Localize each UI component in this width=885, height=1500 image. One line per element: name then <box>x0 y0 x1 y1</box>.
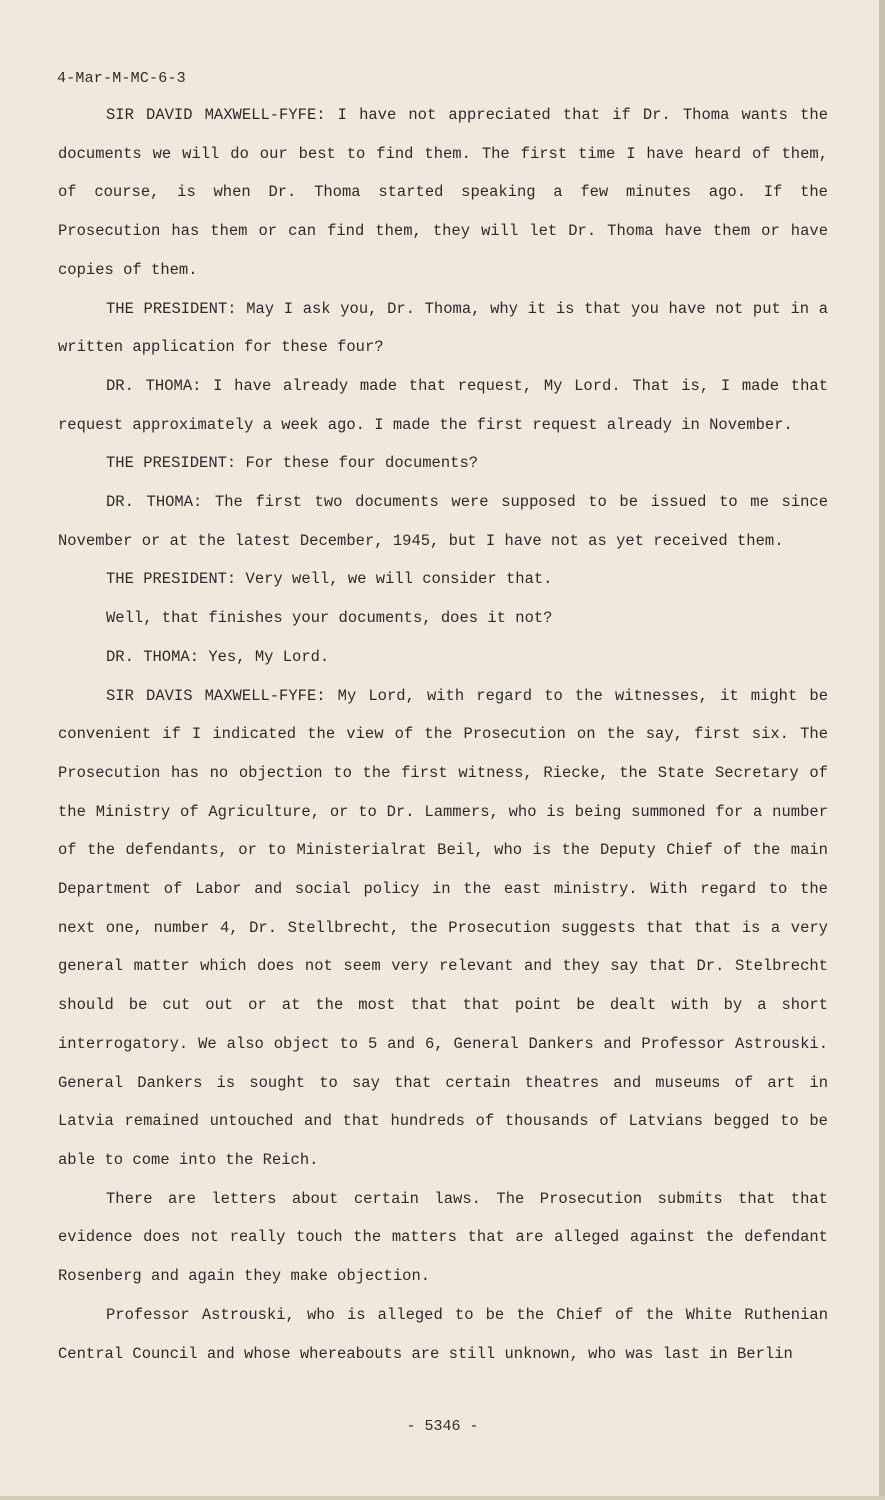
page-edge-right <box>879 0 885 1500</box>
page-edge-bottom <box>0 1496 885 1500</box>
paragraph-maxwell-fyfe-2: SIR DAVIS MAXWELL-FYFE: My Lord, with regard to the witnesses, it might be convenient if I indicated the view of the Prosecution on the say, first six. The Prosecution has no objection to the first witness, Riecke, the State Secretary of the Ministry of Agriculture, or to Dr. Lammers, who is being summoned for a number of the defendants, or to Ministerialrat Beil, who is the Deputy Chief of the main Department of Labor and social policy in the east ministry. With regard to the next one, number 4, Dr. Stellbrecht, the Prosecution suggests that that is a very general matter which does not seem very relevant and they say that Dr. Stelbrecht should be cut out or at the most that that point be dealt with by a short interrogatory. We also object to 5 and 6, General Dankers and Professor Astrouski. General Dankers is sought to say that certain theatres and museums of art in Latvia remained untouched and that hundreds of thousands of Latvians begged to be able to come into the Reich. <box>58 686 828 1169</box>
paragraph-president-2: THE PRESIDENT: For these four documents? <box>106 454 479 473</box>
paragraph-president-4: Well, that finishes your documents, does it not? <box>106 609 553 628</box>
paragraph-maxwell-fyfe-4: Professor Astrouski, who is alleged to be the Chief of the White Ruthenian Central Council and whose whereabouts are still unknown, who was last in Berlin <box>58 1305 828 1363</box>
paragraph-maxwell-fyfe-3: There are letters about certain laws. The Prosecution submits that that evidence does not really touch the matters that are alleged against the defendant Rosenberg and again they make objection. <box>58 1189 828 1286</box>
document-id: 4-Mar-M-MC-6-3 <box>57 70 186 87</box>
paragraph-thoma-3: DR. THOMA: Yes, My Lord. <box>106 647 330 666</box>
page-number: - 5346 - <box>406 1418 479 1435</box>
paragraph-president-1: THE PRESIDENT: May I ask you, Dr. Thoma, why it is that you have not put in a written application for these four? <box>58 299 828 357</box>
paragraph-president-3: THE PRESIDENT: Very well, we will consider that. <box>106 570 553 589</box>
paragraph-thoma-1: DR. THOMA: I have already made that request, My Lord. That is, I made that request approximately a week ago. I made the first request already in November. <box>58 376 828 434</box>
paragraph-maxwell-fyfe-1: SIR DAVID MAXWELL-FYFE: I have not appreciated that if Dr. Thoma wants the documents we will do our best to find them. The first time I have heard of them, of course, is when Dr. Thoma started speaking a few minutes ago. If the Prosecution has them or can find them, they will let Dr. Thoma have them or have copies of them. <box>58 106 828 279</box>
paragraph-thoma-2: DR. THOMA: The first two documents were supposed to be issued to me since November or at the latest December, 1945, but I have not as yet received them. <box>58 493 828 550</box>
transcript-body <box>58 96 828 1373</box>
